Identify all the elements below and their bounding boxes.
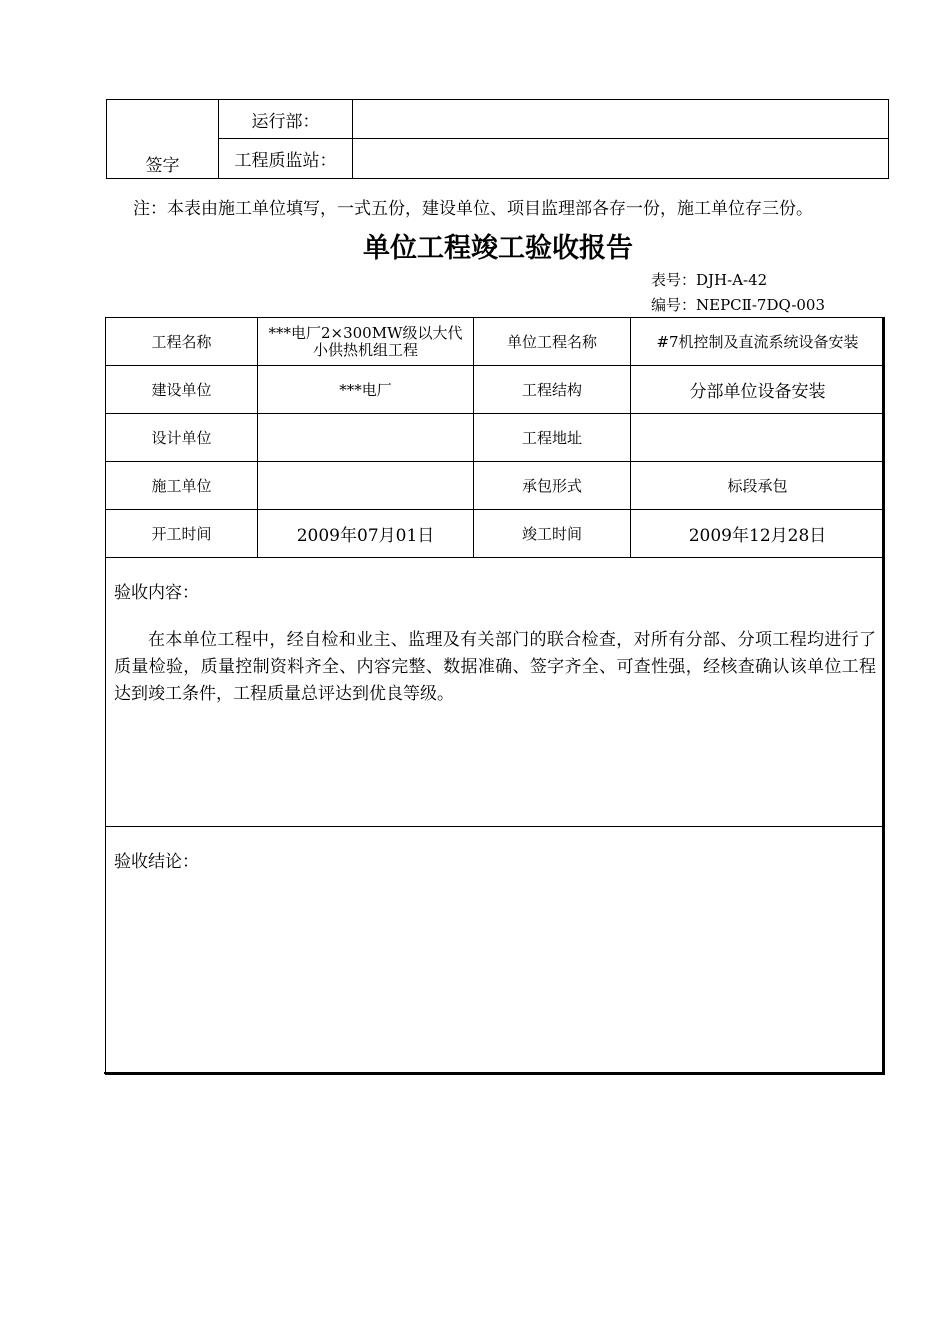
quality-station-signature[interactable]	[353, 139, 889, 179]
project-name-label: 工程名称	[106, 318, 258, 366]
finish-date-value[interactable]: 2009年12月28日	[631, 510, 885, 558]
start-date-label: 开工时间	[106, 510, 258, 558]
table-border-right	[882, 317, 885, 1074]
table-row	[106, 510, 885, 558]
table-row	[106, 462, 885, 510]
unit-project-value[interactable]: #7机控制及直流系统设备安装	[631, 318, 885, 366]
operation-dept-label: 运行部：	[219, 100, 353, 139]
acceptance-content-row	[106, 558, 885, 827]
serial-number: 编号：NEPCⅡ-7DQ-003	[651, 296, 826, 314]
contract-form-value[interactable]: 标段承包	[631, 462, 885, 510]
acceptance-conclusion-cell[interactable]	[106, 827, 885, 1075]
designer-value[interactable]	[258, 414, 474, 462]
address-label: 工程地址	[474, 414, 631, 462]
owner-label: 建设单位	[106, 366, 258, 414]
designer-label: 设计单位	[106, 414, 258, 462]
contractor-label: 施工单位	[106, 462, 258, 510]
project-name-value[interactable]: ***电厂2×300MW级以大代小供热机组工程	[258, 318, 474, 366]
acceptance-conclusion-label: 验收结论：	[114, 852, 199, 872]
form-number: 表号：DJH-A-42	[651, 271, 768, 289]
signature-label: 签字	[107, 100, 219, 179]
structure-value[interactable]: 分部单位设备安装	[631, 366, 885, 414]
quality-station-label: 工程质监站：	[219, 139, 353, 179]
acceptance-content-text[interactable]: 在本单位工程中，经自检和业主、监理及有关部门的联合检查，对所有分部、分项工程均进行了质量检验，质量控制资料齐全、内容完整、数据准确、签字齐全、可查性强，经核查确认该单位工程达到竣工条件，工程质量总评达到优良等级。	[114, 630, 876, 704]
project-info-table	[105, 317, 885, 1075]
document-title: 单位工程竣工验收报告	[363, 233, 633, 264]
address-value[interactable]	[631, 414, 885, 462]
table-row	[106, 414, 885, 462]
unit-project-label: 单位工程名称	[474, 318, 631, 366]
contract-form-label: 承包形式	[474, 462, 631, 510]
contractor-value[interactable]	[258, 462, 474, 510]
finish-date-label: 竣工时间	[474, 510, 631, 558]
owner-value[interactable]: ***电厂	[258, 366, 474, 414]
acceptance-conclusion-row	[106, 827, 885, 1075]
operation-dept-signature[interactable]	[353, 100, 889, 139]
acceptance-content-label: 验收内容：	[114, 583, 199, 603]
table-row	[106, 318, 885, 366]
table-row	[106, 366, 885, 414]
form-note: 注：本表由施工单位填写，一式五份，建设单位、项目监理部各存一份，施工单位存三份。	[133, 199, 813, 219]
start-date-value[interactable]: 2009年07月01日	[258, 510, 474, 558]
acceptance-content-cell	[106, 558, 885, 827]
table-border-bottom	[104, 1072, 885, 1074]
structure-label: 工程结构	[474, 366, 631, 414]
signature-table	[106, 99, 889, 179]
